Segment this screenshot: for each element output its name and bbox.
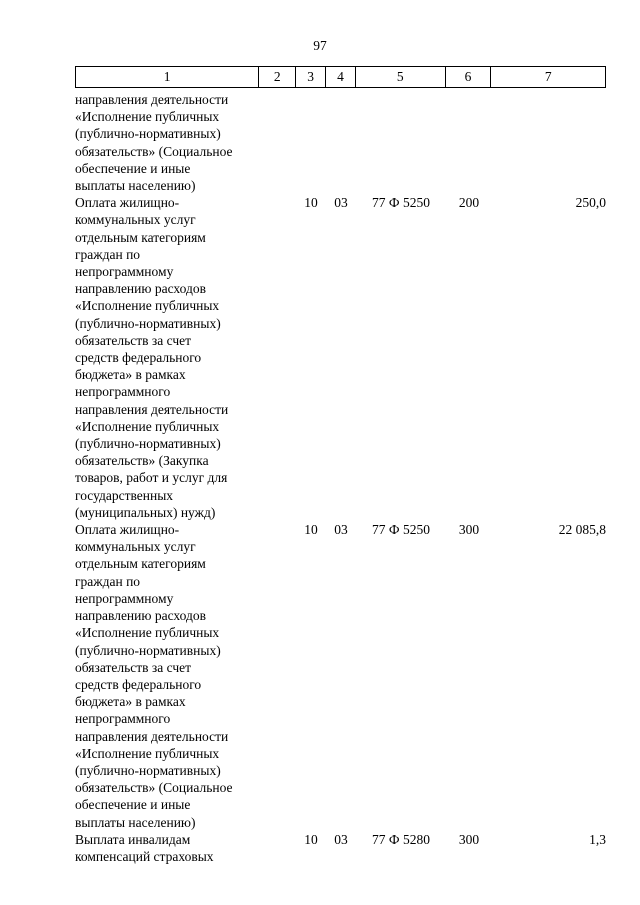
row-section: 10 — [304, 831, 318, 847]
page-number: 97 — [313, 38, 327, 53]
row-section: 10 — [304, 195, 318, 211]
row-section: 10 — [304, 522, 318, 538]
header-col-5: 5 — [356, 67, 446, 87]
row-amount: 22 085,8 — [558, 522, 606, 538]
row-target-article: 77 Ф 5280 — [372, 831, 430, 847]
row-description: Оплата жилищно- коммунальных услуг отдельным категориям граждан по непрограммному направлению расходов «Исполнение публичных (публично-нормативных) обязательств за счет средств федерального бюджета» в рамках непрограммного направления деятельности «Исполнение публичных (публично-нормативных) обязательств» (Социальное обеспечение и иные выплаты населению) — [75, 522, 233, 830]
table-body — [75, 91, 606, 865]
header-col-7: 7 — [544, 69, 552, 84]
table-row — [75, 91, 606, 194]
row-target-article: 77 Ф 5250 — [372, 522, 430, 538]
row-amount: 1,3 — [589, 831, 606, 847]
header-col-2: 2 — [259, 67, 296, 87]
row-description: Оплата жилищно- коммунальных услуг отдельным категориям граждан по непрограммному направлению расходов «Исполнение публичных (публично-нормативных) обязательств за счет средств федерального бюджета» в рамках непрограммного направления деятельности «Исполнение публичных (публично-нормативных) обязательств» (Закупка товаров, работ и услуг для государственных (муниципальных) нужд) — [75, 195, 229, 520]
table-row — [75, 831, 606, 865]
row-description: направления деятельности «Исполнение публичных (публично-нормативных) обязательств» (Социальное обеспечение и иные выплаты населению) — [75, 92, 233, 194]
table-row — [75, 194, 606, 521]
header-col-1: 1 — [76, 67, 259, 87]
header-col-4: 4 — [326, 67, 356, 87]
row-subsection: 03 — [334, 522, 348, 538]
row-expense-type: 300 — [458, 522, 480, 538]
row-expense-type: 300 — [458, 831, 480, 847]
row-subsection: 03 — [334, 195, 348, 211]
table-row — [75, 521, 606, 831]
header-col-6: 6 — [446, 67, 492, 87]
row-description: Выплата инвалидам компенсаций страховых — [75, 831, 214, 864]
table-header — [75, 66, 606, 88]
row-expense-type: 200 — [458, 195, 480, 211]
row-amount: 250,0 — [575, 195, 606, 211]
row-target-article: 77 Ф 5250 — [372, 195, 430, 211]
header-col-3: 3 — [296, 67, 326, 87]
row-subsection: 03 — [334, 831, 348, 847]
